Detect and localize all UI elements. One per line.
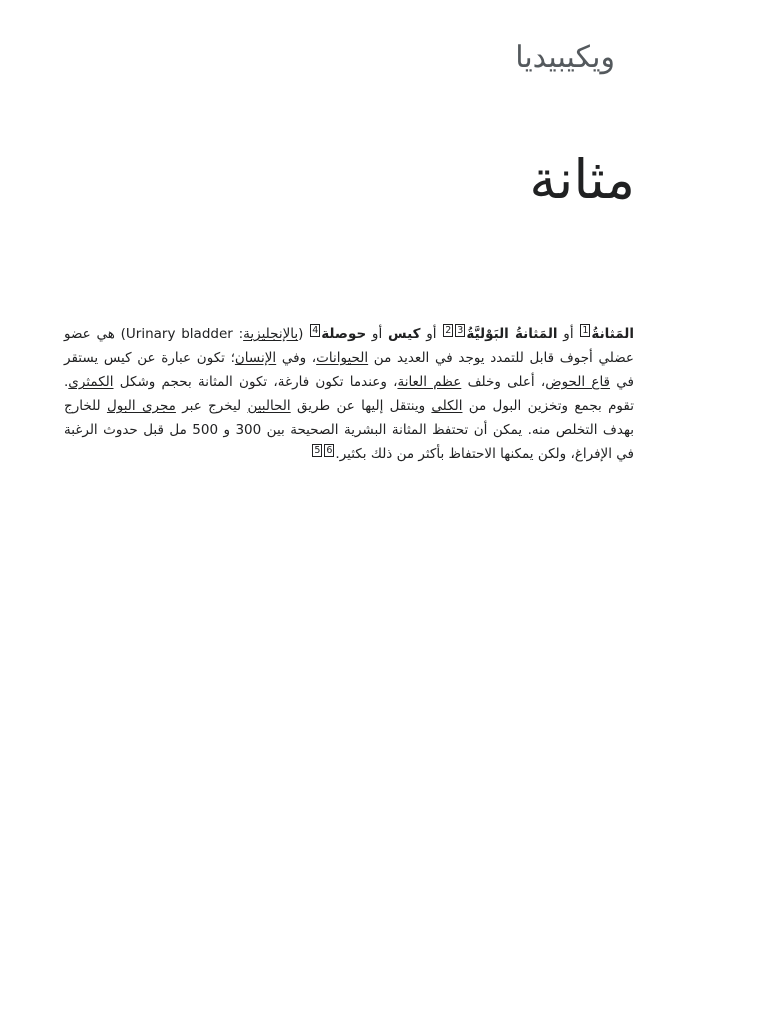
paragraph-text: ، وعندما تكون فارغة، تكون المثانة بحجم وشكل	[113, 374, 398, 390]
article-link[interactable]: الحالبين	[247, 398, 291, 414]
paragraph-text: ، وفي	[276, 350, 317, 366]
article-link[interactable]: الحيوانات	[316, 350, 369, 366]
citation-ref[interactable]: 6	[326, 444, 333, 456]
paragraph-text: وينتقل إليها عن طريق	[290, 398, 432, 414]
paragraph-text: ليخرج عبر	[175, 398, 248, 414]
bold-term: كيس	[387, 326, 421, 342]
citation-ref[interactable]: 5	[314, 444, 321, 456]
article-link[interactable]: بالإنجليزية	[243, 326, 299, 342]
paragraph-text: :	[232, 326, 244, 342]
paragraph-text: للخارج بهدف التخلص منه. يمكن أن تحتفظ المثانة البشرية الصحيحة بين 300 و 500 مل قبل حدوث الرغبة في الإفراغ، ولكن يمكنها الاحتفاظ بأكثر من ذلك بكثير.	[64, 398, 634, 462]
page-title: مثانة	[529, 148, 635, 211]
paragraph-text: ، أعلى وخلف	[461, 374, 546, 390]
bold-term: المَثانةُ	[591, 326, 634, 342]
paragraph-text: أو	[420, 326, 443, 342]
article-link[interactable]: مجرى البول	[106, 398, 176, 414]
article-paragraph	[64, 322, 634, 466]
wikipedia-logo[interactable]: ويكيبيديا	[515, 40, 615, 75]
english-term: Urinary bladder	[125, 326, 233, 342]
paragraph-text: أو	[366, 326, 388, 342]
citation-ref[interactable]: 2	[445, 324, 452, 336]
citation-ref[interactable]: 1	[582, 324, 589, 336]
bold-term: حوصلة	[321, 326, 367, 342]
article-link[interactable]: عظم العانة	[397, 374, 462, 390]
paragraph-text: أو	[557, 326, 580, 342]
article-link[interactable]: الإنسان	[234, 350, 277, 366]
paragraph-text: ؛ تكون عبارة عن كيس يستقر في	[64, 350, 634, 390]
paragraph-text: . تقوم بجمع وتخزين البول من	[64, 374, 634, 414]
citation-ref[interactable]: 3	[457, 324, 464, 336]
bold-term: المَثانةُ البَوْليَّةُ	[466, 326, 558, 342]
paragraph-text: (	[298, 326, 310, 342]
citation-ref[interactable]: 4	[312, 324, 319, 336]
article-link[interactable]: الكلى	[431, 398, 463, 414]
paragraph-text: ) هي عضو عضلي أجوف قابل للتمدد يوجد في العديد من	[64, 326, 634, 366]
article-link[interactable]: الكمثرى	[68, 374, 114, 390]
article-link[interactable]: قاع الحوض	[545, 374, 611, 390]
